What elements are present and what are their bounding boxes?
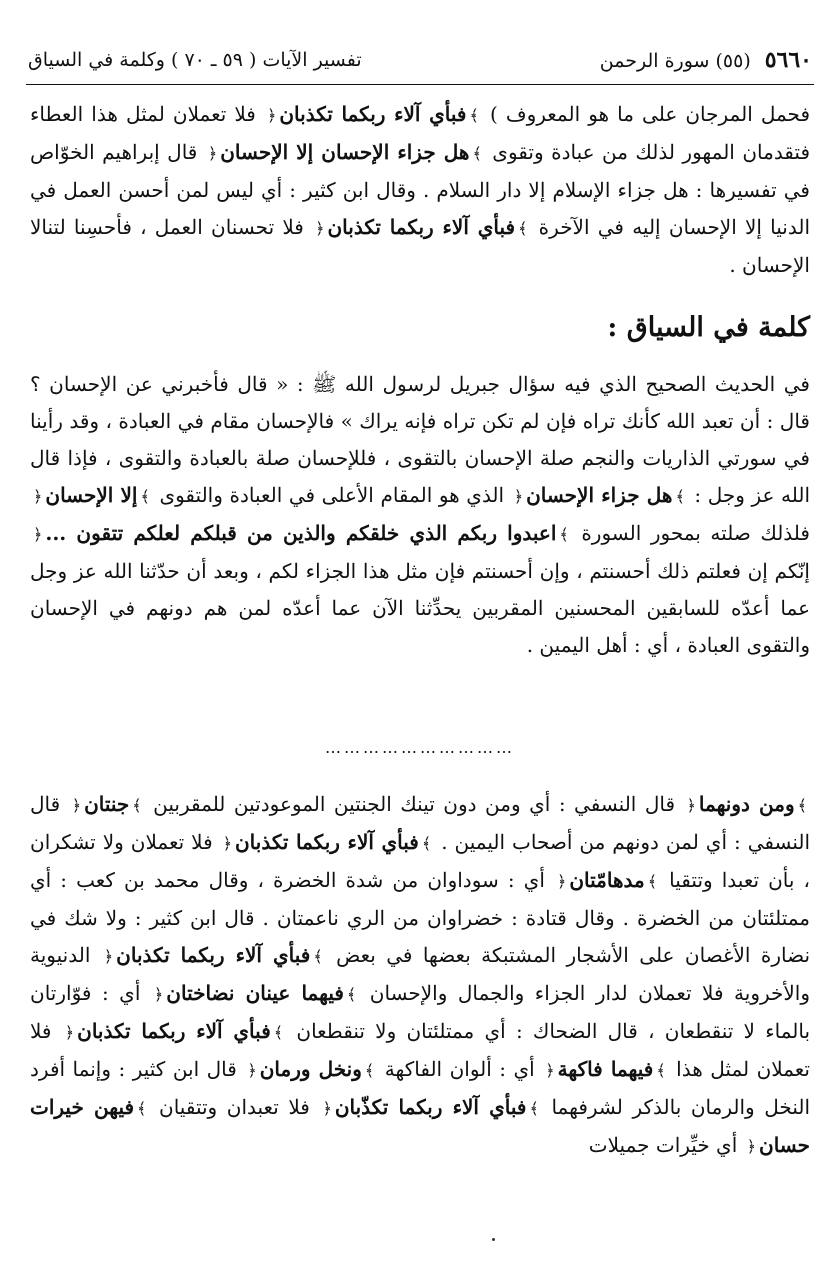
quranic-quote: ومن دونهما bbox=[698, 792, 795, 816]
ornate-bracket-open: ﴾ bbox=[346, 985, 357, 1004]
ornate-bracket-close: ﴿ bbox=[266, 106, 277, 125]
text-span: فلذلك صلته بمحور السورة bbox=[571, 521, 810, 545]
text-span: قال إبراهيم الخوّاص في تفسيرها : هل جزاء الإسلام إلا دار السلام . وقال ابن كثير : أي ليس لمن أحسن العمل في الدنيا إلا الإحسان إليه في الآخرة bbox=[30, 140, 811, 239]
header-right bbox=[600, 47, 812, 73]
text-span: أي : فوّارتان بالماء لا تنقطعان ، قال الضحاك : أي ممتلئتان ولا تنقطعان bbox=[30, 981, 811, 1043]
quranic-quote: جنتان bbox=[84, 792, 130, 816]
page-number: ٥٦٦٠ bbox=[764, 47, 812, 73]
ornate-bracket-open: ﴾ bbox=[364, 1061, 375, 1080]
ornate-bracket-open: ﴾ bbox=[273, 1023, 284, 1042]
paragraph-1-text bbox=[30, 96, 810, 284]
quranic-quote: فيهما فاكهة bbox=[557, 1057, 654, 1081]
text-span: فلا تعملان لمثل هذا العطاء فتقدمان المهور لذلك من عبادة وتقوى bbox=[30, 102, 811, 164]
quranic-quote: إلا الإحسان bbox=[45, 483, 138, 507]
ornate-bracket-close: ﴿ bbox=[513, 487, 524, 506]
ornate-bracket-open: ﴾ bbox=[469, 106, 479, 125]
ornate-bracket-open: ﴾ bbox=[137, 1099, 147, 1118]
paragraph-1 bbox=[30, 96, 810, 284]
text-span: قال النسفي : أي لمن دونهم من أصحاب اليمين . bbox=[30, 792, 811, 854]
ornate-bracket-open: ﴾ bbox=[656, 1061, 666, 1080]
ornate-bracket-close: ﴿ bbox=[33, 487, 43, 506]
text-span: فلا تعملان ولا تشكران ، بأن تعبدا وتتقيا bbox=[30, 830, 810, 892]
paragraph-2 bbox=[30, 366, 810, 664]
ornate-bracket-close: ﴿ bbox=[222, 834, 232, 853]
text-span: فلا تعملان لمثل هذا bbox=[30, 1019, 810, 1081]
text-span: إنّكم إن فعلتم ذلك أحسنتم ، وإن أحسنتم فإن مثل هذا الجزاء لكم ، وبعد أن حدّثنا الله عز وجل عما أعدّه للسابقين المحسنين المقربين يحدِّثنا الآن عما أعدّه لمن هم دونهم في الإحسان والتقوى العبادة ، أي : أهل اليمين . bbox=[30, 559, 810, 657]
header-rule bbox=[26, 84, 814, 85]
paragraph-3 bbox=[30, 786, 810, 1165]
ornate-bracket-open: ﴾ bbox=[647, 872, 658, 891]
ornate-bracket-open: ﴾ bbox=[421, 834, 432, 853]
dotted-separator: ………………………… bbox=[325, 738, 515, 757]
ornate-bracket-close: ﴿ bbox=[207, 144, 218, 163]
section-heading: كلمة في السياق : bbox=[607, 312, 810, 343]
ornate-bracket-close: ﴿ bbox=[322, 1099, 332, 1118]
quranic-quote: فبأي آلاء ربكما تكذّبان bbox=[334, 1095, 527, 1119]
ornate-bracket-close: ﴿ bbox=[556, 872, 567, 891]
ornate-bracket-open: ﴾ bbox=[797, 796, 807, 815]
text-span: فلا تحسنان العمل ، فأحسِنا لتنالا الإحسان . bbox=[30, 215, 810, 277]
text-span: الدنيوية والأخروية فلا تعملان لدار الجزاء والجمال والإحسان bbox=[30, 943, 810, 1005]
paragraph-3-text bbox=[30, 786, 810, 1165]
text-span: فلا تعبدان وتتقيان bbox=[149, 1095, 310, 1119]
ornate-bracket-open: ﴾ bbox=[559, 525, 569, 544]
ornate-bracket-open: ﴾ bbox=[518, 219, 528, 238]
ornate-bracket-close: ﴿ bbox=[71, 796, 82, 815]
ornate-bracket-close: ﴿ bbox=[33, 525, 43, 544]
text-span: قال النسفي : أي ومن دون تينك الجنتين الموعودتين للمقربين bbox=[144, 792, 676, 816]
quranic-quote: مدهامّتان bbox=[569, 868, 645, 892]
quranic-quote: فبأي آلاء ربكما تكذبان bbox=[327, 215, 516, 239]
scan-speck bbox=[492, 1238, 495, 1241]
quranic-quote: فيهما عينان نضاختان bbox=[166, 981, 344, 1005]
text-span: قال ابن كثير : وإنما أفرد النخل والرمان بالذكر لشرفهما bbox=[30, 1057, 811, 1119]
quranic-quote: فبأي آلاء ربكما تكذبان bbox=[116, 943, 311, 967]
ornate-bracket-open: ﴾ bbox=[529, 1099, 539, 1118]
section-title: تفسير الآيات ( ٥٩ ـ ٧٠ ) وكلمة في السياق bbox=[28, 49, 362, 71]
ornate-bracket-close: ﴿ bbox=[545, 1061, 555, 1080]
quranic-quote: فبأي آلاء ربكما تكذبان bbox=[279, 102, 467, 126]
surah-title: (٥٥) سورة الرحمن bbox=[599, 50, 751, 72]
ornate-bracket-close: ﴿ bbox=[153, 985, 164, 1004]
text-span: أي : سوداوان من شدة الخضرة ، وقال محمد بن كعب : أي ممتلئتان من الخضرة . وقال قتادة : خضراوان من الري ناعمتان . قال ابن كثير : ولا شك في نضارة الأغصان على الأشجار المشتبكة بعضها في بعض bbox=[30, 868, 811, 967]
ornate-bracket-close: ﴿ bbox=[686, 796, 696, 815]
ornate-bracket-close: ﴿ bbox=[64, 1023, 75, 1042]
ornate-bracket-open: ﴾ bbox=[472, 144, 482, 163]
text-span: فحمل المرجان على ما هو المعروف ) bbox=[481, 102, 811, 126]
ornate-bracket-close: ﴿ bbox=[315, 219, 325, 238]
text-span: أي : ألوان الفاكهة bbox=[377, 1057, 535, 1081]
quranic-quote: هل جزاء الإحسان إلا الإحسان bbox=[220, 140, 470, 164]
text-span: في الحديث الصحيح الذي فيه سؤال جبريل لرسول الله ﷺ : « قال فأخبرني عن الإحسان ؟ قال : أن تعبد الله كأنك تراه فإن لم تكن تراه فإنه يراك » فالإحسان مقام في العبادة ، وقد رأينا في سورتي الذاريات والنجم صلة الإحسان بالتقوى ، فللإحسان صلة بالعبادة والتقوى ، فإذا قال الله عز وجل : bbox=[30, 372, 811, 507]
paragraph-2-text bbox=[30, 366, 810, 664]
text-span: الذي هو المقام الأعلى في العبادة والتقوى bbox=[152, 483, 505, 507]
ornate-bracket-open: ﴾ bbox=[313, 947, 323, 966]
ornate-bracket-open: ﴾ bbox=[132, 796, 142, 815]
running-header bbox=[28, 40, 812, 80]
quranic-quote: اعبدوا ربكم الذي خلقكم والذين من قبلكم لعلكم تتقون ... bbox=[45, 521, 557, 545]
quranic-quote: هل جزاء الإحسان bbox=[526, 483, 673, 507]
quranic-quote: فبأي آلاء ربكما تكذبان bbox=[234, 830, 419, 854]
quranic-quote: فبأي آلاء ربكما تكذبان bbox=[77, 1019, 271, 1043]
text-span: أي خيِّرات جميلات bbox=[588, 1133, 738, 1157]
ornate-bracket-open: ﴾ bbox=[675, 487, 685, 506]
ornate-bracket-close: ﴿ bbox=[247, 1061, 257, 1080]
ornate-bracket-open: ﴾ bbox=[140, 487, 150, 506]
ornate-bracket-close: ﴿ bbox=[103, 947, 114, 966]
quranic-quote: فيهن خيرات حسان bbox=[30, 1095, 810, 1157]
quranic-quote: ونخل ورمان bbox=[259, 1057, 362, 1081]
ornate-bracket-close: ﴿ bbox=[746, 1137, 756, 1156]
